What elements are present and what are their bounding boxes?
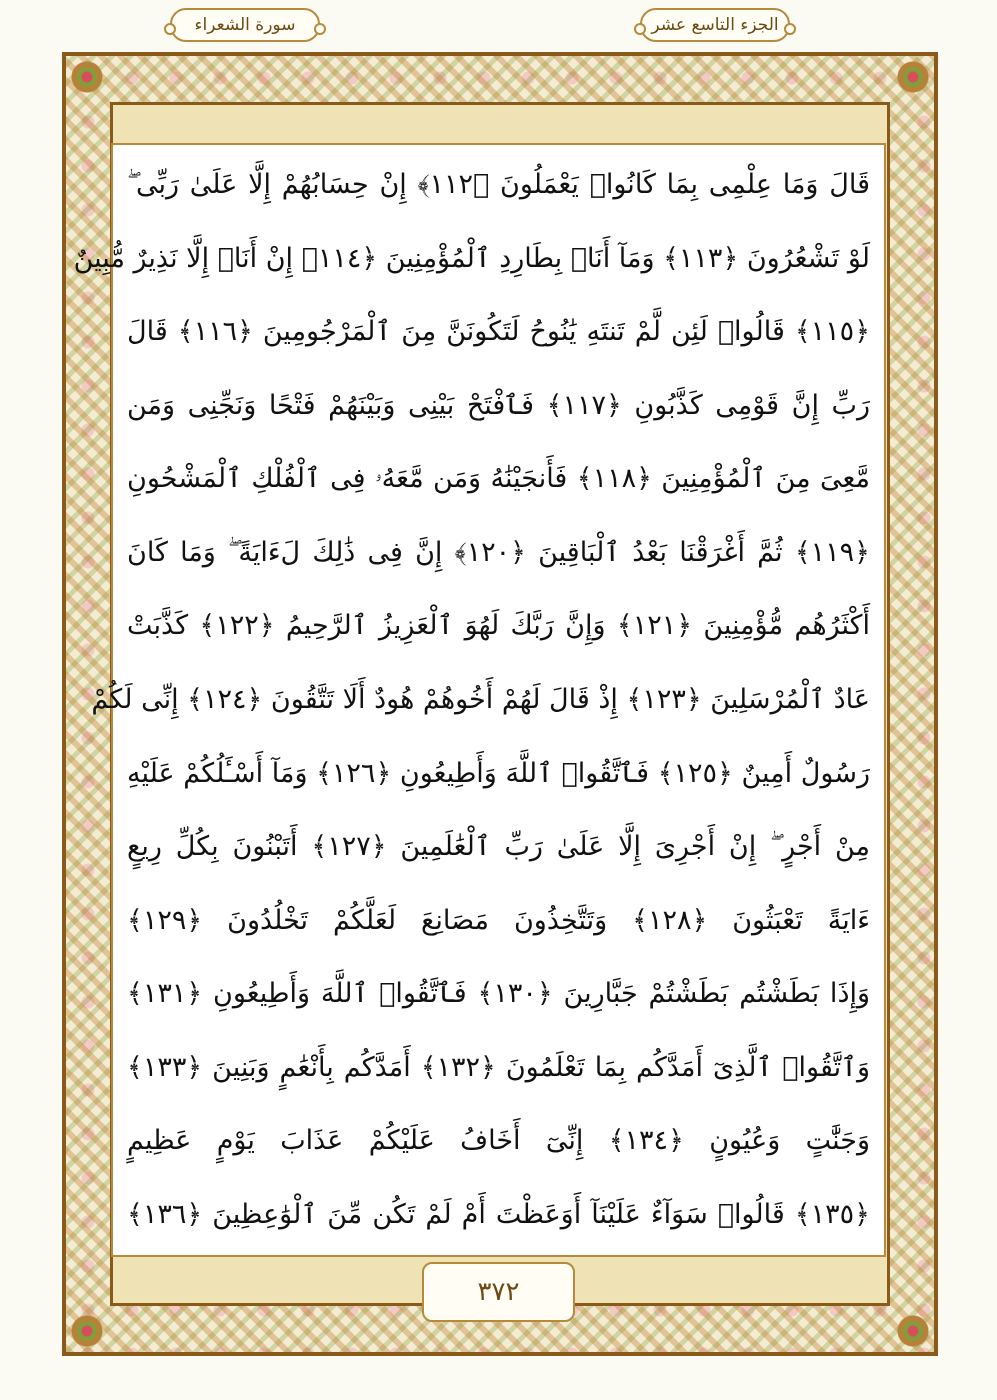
corner-ornament-icon bbox=[70, 60, 104, 94]
verse-line: قَالَ وَمَا عِلْمِى بِمَا كَانُوا۟ يَعْمَلُونَ ﴿١١٢﴾ إِنْ حِسَابُهُمْ إِلَّا عَلَىٰ رَبِّى ۖ bbox=[127, 169, 870, 200]
verse-line: رَسُولٌ أَمِينٌ ﴿١٢٥﴾ فَٱتَّقُوا۟ ٱللَّهَ وَأَطِيعُونِ ﴿١٢٦﴾ وَمَآ أَسْـَٔلُكُمْ عَلَيْهِ bbox=[127, 757, 870, 789]
verse-lines bbox=[73, 155, 871, 1245]
verse-line: عَادٌ ٱلْمُرْسَلِينَ ﴿١٢٣﴾ إِذْ قَالَ لَهُمْ أَخُوهُمْ هُودٌ أَلَا تَتَّقُونَ ﴿١٢٤﴾ إِنِّى لَكُمْ bbox=[91, 683, 870, 715]
verse-line: وَإِذَا بَطَشْتُم بَطَشْتُمْ جَبَّارِينَ ﴿١٣٠﴾ فَٱتَّقُوا۟ ٱللَّهَ وَأَطِيعُونِ ﴿١٣١﴾ bbox=[127, 978, 871, 1010]
corner-ornament-icon bbox=[896, 1314, 930, 1348]
page-number: ٣٧٢ bbox=[477, 1277, 520, 1307]
corner-ornament-icon bbox=[70, 1314, 104, 1348]
corner-ornament-icon bbox=[896, 60, 930, 94]
verse-line: مِنْ أَجْرٍ ۖ إِنْ أَجْرِىَ إِلَّا عَلَىٰ رَبِّ ٱلْعَٰلَمِينَ ﴿١٢٧﴾ أَتَبْنُونَ بِكُلِّ رِيعٍ bbox=[127, 831, 871, 863]
verse-line: وَٱتَّقُوا۟ ٱلَّذِىٓ أَمَدَّكُم بِمَا تَعْلَمُونَ ﴿١٣٢﴾ أَمَدَّكُم بِأَنْعَٰمٍ وَبَنِينَ ﴿١٣٣﴾ bbox=[127, 1051, 870, 1083]
verse-line: أَكْثَرُهُم مُّؤْمِنِينَ ﴿١٢١﴾ وَإِنَّ رَبَّكَ لَهُوَ ٱلْعَزِيزُ ٱلرَّحِيمُ ﴿١٢٢﴾ كَذَّبَتْ bbox=[127, 610, 870, 642]
verse-line: لَوْ تَشْعُرُونَ ﴿١١٣﴾ وَمَآ أَنَا۠ بِطَارِدِ ٱلْمُؤْمِنِينَ ﴿١١٤﴾ إِنْ أَنَا۠ إِلَّا نَذِيرٌ مُّبِينٌ bbox=[73, 242, 870, 274]
page-number-badge bbox=[422, 1262, 575, 1322]
surah-name-text: سورة الشعراء bbox=[194, 15, 296, 35]
verse-line: ءَايَةً تَعْبَثُونَ ﴿١٢٨﴾ وَتَتَّخِذُونَ مَصَانِعَ لَعَلَّكُمْ تَخْلُدُونَ ﴿١٢٩﴾ bbox=[127, 904, 870, 936]
quran-text-panel bbox=[73, 143, 886, 1257]
verse-line: مَّعِىَ مِنَ ٱلْمُؤْمِنِينَ ﴿١١٨﴾ فَأَنجَيْنَٰهُ وَمَن مَّعَهُۥ فِى ٱلْفُلْكِ ٱلْمَشْحُونِ bbox=[127, 463, 871, 495]
verse-line: ﴿١١٩﴾ ثُمَّ أَغْرَقْنَا بَعْدُ ٱلْبَاقِينَ ﴿١٢٠﴾ إِنَّ فِى ذَٰلِكَ لَءَايَةً ۖ وَمَا كَانَ bbox=[127, 536, 870, 568]
verse-line: ﴿١٣٥﴾ قَالُوا۟ سَوَآءٌ عَلَيْنَآ أَوَعَظْتَ أَمْ لَمْ تَكُن مِّنَ ٱلْوَٰعِظِينَ ﴿١٣٦﴾ bbox=[127, 1198, 870, 1230]
verse-line: وَجَنَّٰتٍ وَعُيُونٍ ﴿١٣٤﴾ إِنِّىٓ أَخَافُ عَلَيْكُمْ عَذَابَ يَوْمٍ عَظِيمٍ bbox=[127, 1125, 870, 1157]
verse-line: رَبِّ إِنَّ قَوْمِى كَذَّبُونِ ﴿١١٧﴾ فَٱفْتَحْ بَيْنِى وَبَيْنَهُمْ فَتْحًا وَنَجِّنِى وَمَن bbox=[127, 389, 871, 421]
verse-line: ﴿١١٥﴾ قَالُوا۟ لَئِن لَّمْ تَنتَهِ يَٰنُوحُ لَتَكُونَنَّ مِنَ ٱلْمَرْجُومِينَ ﴿١١٦﴾ قَالَ bbox=[127, 316, 871, 348]
juz-name-label bbox=[640, 8, 790, 42]
surah-name-label bbox=[170, 8, 320, 42]
juz-name-text: الجزء التاسع عشر bbox=[651, 15, 779, 35]
